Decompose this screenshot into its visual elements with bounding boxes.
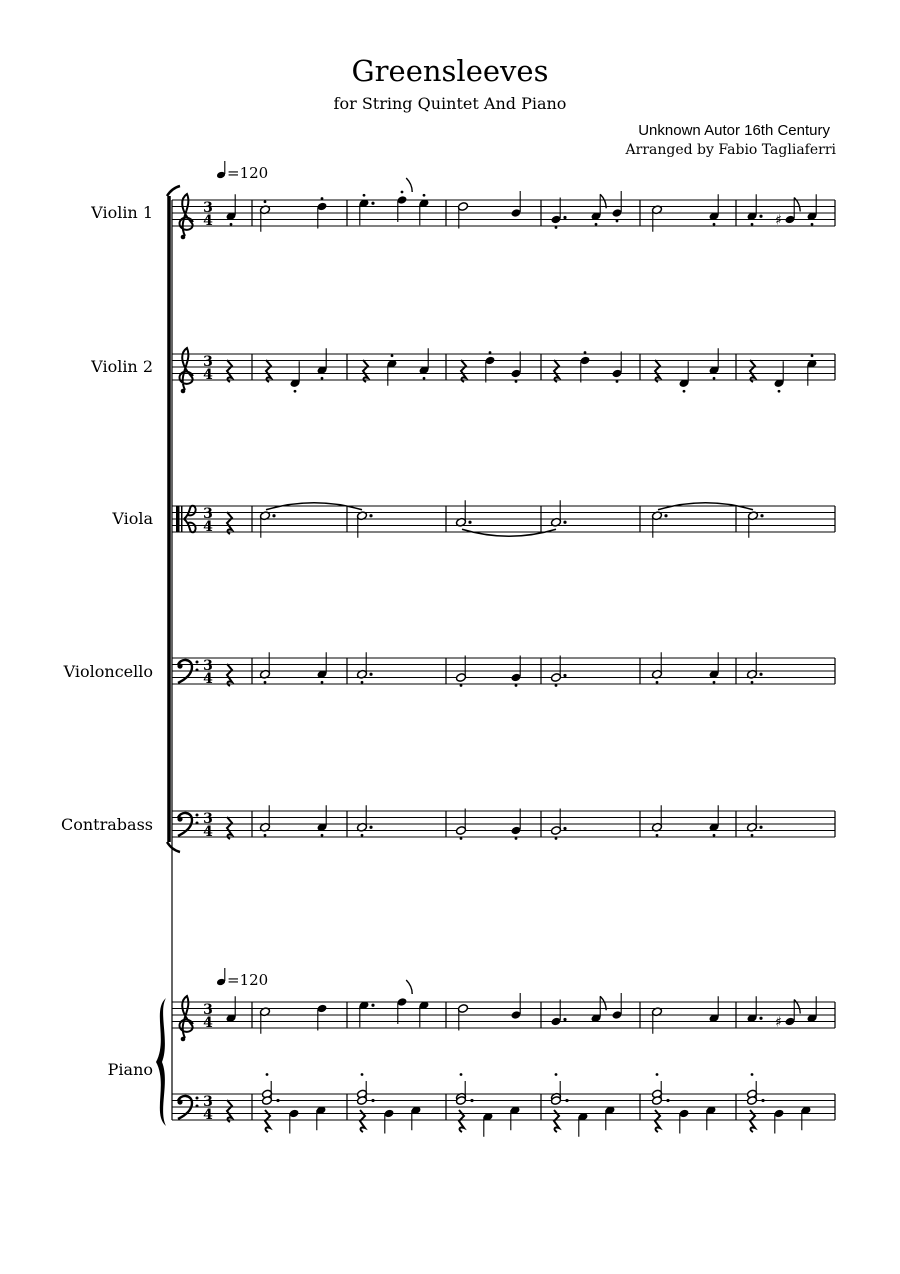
bass-clef-dot	[196, 1105, 199, 1108]
bass-clef-dot	[196, 669, 199, 672]
flag	[406, 178, 412, 192]
staccato	[391, 354, 394, 357]
staccato	[321, 681, 324, 684]
staccato	[751, 681, 754, 684]
quarter-rest	[227, 664, 232, 686]
staccato	[460, 1073, 463, 1076]
dot	[371, 1099, 374, 1102]
time-signature-upper: 3	[203, 1094, 213, 1110]
score-subtitle: for String Quintet And Piano	[333, 94, 567, 113]
time-signature-upper: 3	[203, 811, 213, 827]
dot	[666, 1099, 669, 1102]
time-signature-upper: 3	[203, 354, 213, 370]
staccato	[811, 223, 814, 226]
quarter-rest	[266, 360, 271, 382]
staccato	[713, 377, 716, 380]
dot	[371, 202, 374, 205]
dot	[369, 514, 372, 517]
dot	[759, 826, 762, 829]
staccato	[751, 1073, 754, 1076]
bass-clef-dot	[196, 822, 199, 825]
piano-brace	[156, 998, 166, 1126]
staccato	[264, 834, 267, 837]
staccato	[294, 390, 297, 393]
staccato	[555, 837, 558, 840]
bass-clef-dot	[196, 661, 199, 664]
time-signature-lower: 4	[203, 519, 213, 535]
staccato	[230, 223, 233, 226]
quarter-rest	[750, 360, 755, 382]
treble-clef-dot	[181, 1037, 186, 1042]
staccato	[460, 684, 463, 687]
staccato	[321, 834, 324, 837]
sharp-sign: ♯	[775, 1014, 782, 1031]
staccato	[515, 684, 518, 687]
staccato	[363, 194, 366, 197]
staccato	[515, 380, 518, 383]
dot	[563, 216, 566, 219]
tie	[462, 529, 556, 536]
sharp-sign: ♯	[775, 212, 782, 229]
bracket-top	[167, 186, 180, 196]
dot	[468, 521, 471, 524]
staccato	[656, 1073, 659, 1076]
time-signature-upper: 3	[203, 200, 213, 216]
time-signature-lower: 4	[203, 213, 213, 229]
tempo-marking-strings	[216, 161, 268, 182]
quarter-rest	[227, 512, 232, 534]
staccato	[264, 200, 267, 203]
staccato	[751, 834, 754, 837]
staccato	[751, 223, 754, 226]
treble-clef-dot	[181, 389, 186, 394]
dot	[470, 1099, 473, 1102]
flag	[406, 980, 412, 994]
composer-credit: Unknown Autor 16th Century	[638, 122, 830, 139]
dot	[563, 521, 566, 524]
staccato	[713, 681, 716, 684]
staccato	[321, 197, 324, 200]
dot	[565, 1099, 568, 1102]
dot	[759, 1017, 762, 1020]
arranger-credit: Arranged by Fabio Tagliaferri	[625, 142, 836, 158]
staccato	[555, 1073, 558, 1076]
time-signature-upper: 3	[203, 658, 213, 674]
tempo-text: =120	[227, 971, 269, 989]
staccato	[616, 220, 619, 223]
quarter-rest	[227, 817, 232, 839]
staccato	[489, 351, 492, 354]
staccato	[423, 194, 426, 197]
bracket-bottom	[167, 842, 180, 852]
quarter-rest	[554, 360, 559, 382]
staccato	[401, 191, 404, 194]
time-signature-lower: 4	[203, 671, 213, 687]
tempo-text: =120	[227, 164, 269, 182]
instrument-label-violin-2: Violin 2	[91, 357, 153, 376]
staccato	[778, 390, 781, 393]
dot	[664, 514, 667, 517]
staccato	[423, 377, 426, 380]
dot	[760, 514, 763, 517]
bass-clef-head	[177, 663, 182, 668]
staccato	[555, 226, 558, 229]
treble-clef-dot	[181, 235, 186, 240]
alto-clef-bar	[176, 506, 180, 532]
staccato	[656, 681, 659, 684]
bass-clef-dot	[196, 1097, 199, 1100]
quarter-rest	[227, 360, 232, 382]
time-signature-lower: 4	[203, 1107, 213, 1123]
dot	[759, 215, 762, 218]
staccato	[555, 684, 558, 687]
staccato	[361, 834, 364, 837]
staccato	[616, 380, 619, 383]
dot	[369, 673, 372, 676]
dot	[272, 514, 275, 517]
dot	[563, 1018, 566, 1021]
score-title: Greensleeves	[351, 54, 549, 88]
staccato	[713, 223, 716, 226]
staccato	[515, 837, 518, 840]
staccato	[683, 390, 686, 393]
staccato	[460, 837, 463, 840]
instrument-label-contrabass: Contrabass	[61, 815, 153, 834]
staccato	[656, 834, 659, 837]
instrument-label-viola: Viola	[112, 509, 153, 528]
dot	[563, 827, 566, 830]
bass-clef-head	[177, 1099, 182, 1104]
dot	[371, 1004, 374, 1007]
staccato	[713, 834, 716, 837]
quarter-rest	[461, 360, 466, 382]
staccato	[811, 354, 814, 357]
quarter-rest	[655, 360, 660, 382]
time-signature-lower: 4	[203, 367, 213, 383]
instrument-label-violin-1: Violin 1	[91, 203, 153, 222]
quarter-rest	[227, 1100, 232, 1122]
time-signature-lower: 4	[203, 1015, 213, 1031]
dot	[761, 1099, 764, 1102]
tempo-marking-piano	[216, 968, 268, 989]
bass-clef-head	[177, 816, 182, 821]
alto-clef-bar	[181, 506, 183, 532]
dot	[276, 1099, 279, 1102]
time-signature-upper: 3	[203, 1002, 213, 1018]
dot	[369, 826, 372, 829]
dot	[759, 673, 762, 676]
staccato	[361, 1073, 364, 1076]
instrument-label-piano: Piano	[107, 1060, 153, 1079]
time-signature-upper: 3	[203, 506, 213, 522]
staccato	[264, 681, 267, 684]
staccato	[321, 377, 324, 380]
bass-clef-dot	[196, 814, 199, 817]
time-signature-lower: 4	[203, 824, 213, 840]
staccato	[595, 223, 598, 226]
staccato	[584, 351, 587, 354]
instrument-label-violoncello: Violoncello	[63, 662, 153, 681]
dot	[563, 674, 566, 677]
staccato	[266, 1073, 269, 1076]
staccato	[361, 681, 364, 684]
quarter-rest	[363, 360, 368, 382]
